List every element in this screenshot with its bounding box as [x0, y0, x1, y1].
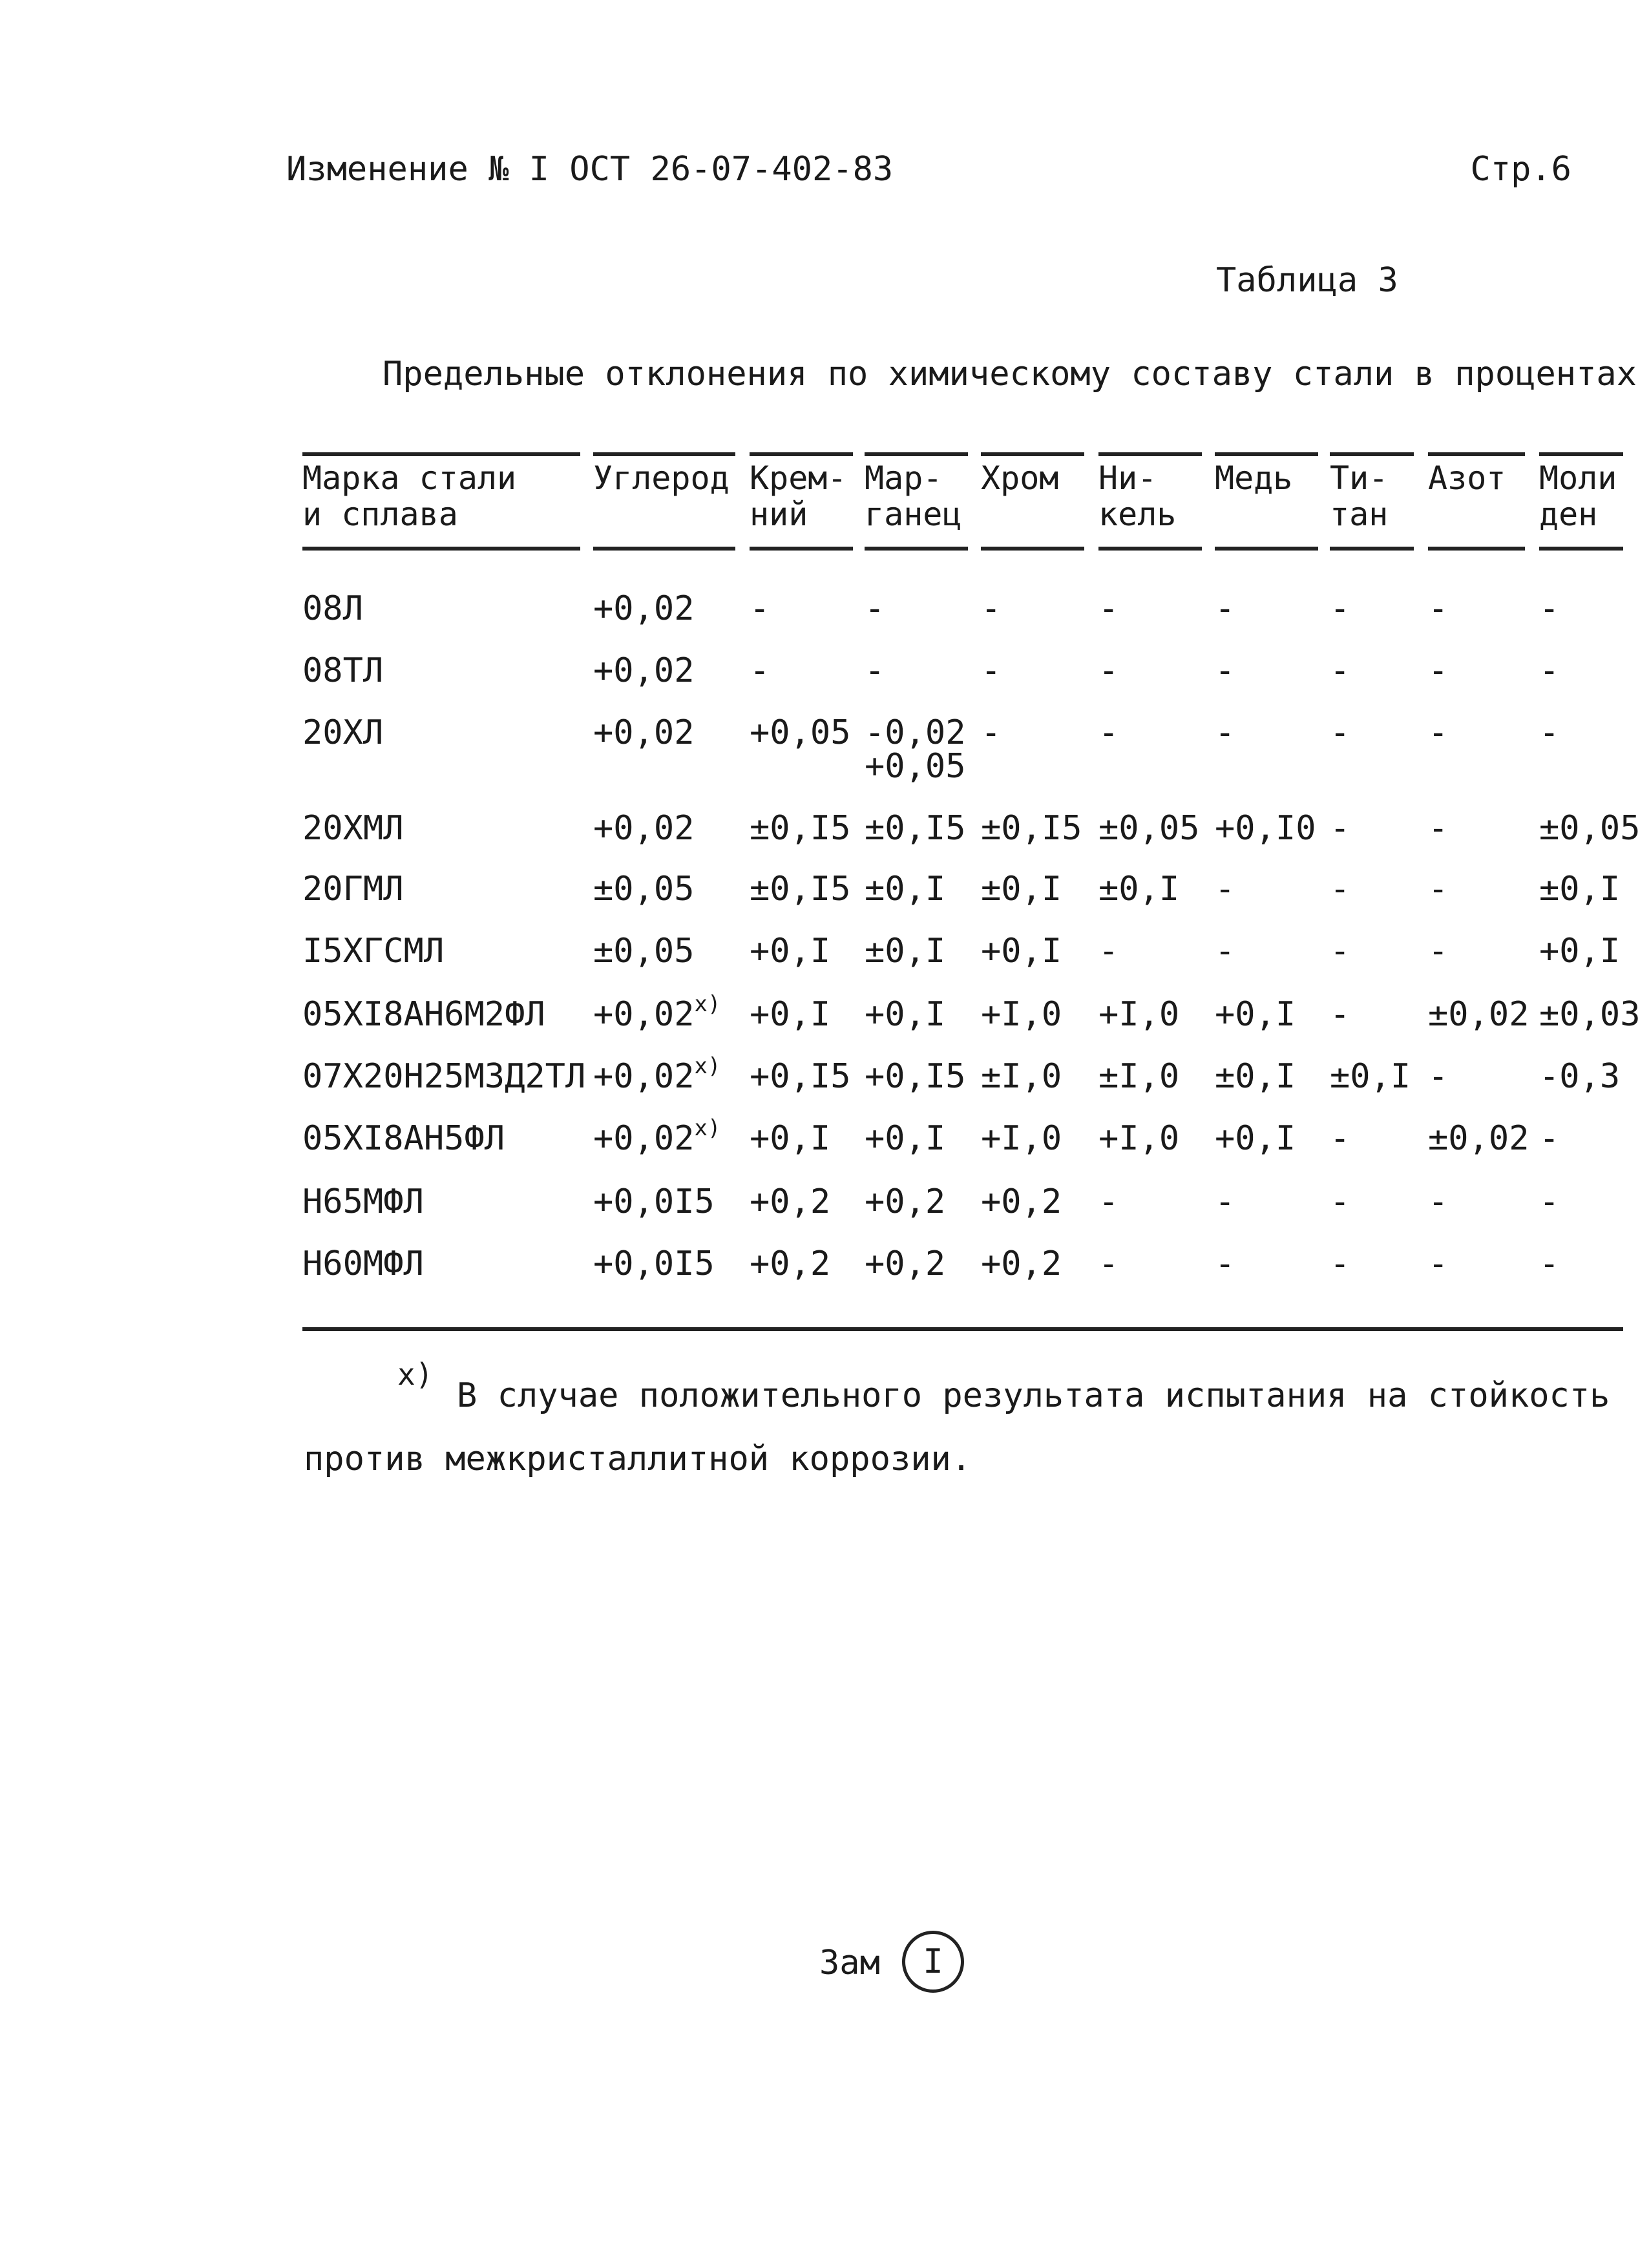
grade-name-cell: 05ХI8АН5ФЛ [302, 1119, 505, 1158]
tolerance-cell: - [1330, 1244, 1350, 1283]
tolerance-cell: - [750, 589, 770, 628]
column-header-line: Марка стали [302, 459, 517, 497]
table-rule-top [865, 452, 968, 456]
column-header [865, 460, 962, 532]
column-header-line: Медь [1215, 459, 1293, 497]
tolerance-cell: ±I,0 [1098, 1057, 1180, 1096]
tolerance-cell: - [1330, 1182, 1350, 1221]
table-rule-header-bottom [593, 547, 735, 551]
tolerance-cell: +0,02 [593, 713, 695, 752]
tolerance-cell: ±0,I [865, 932, 946, 971]
tolerance-cell: +0,I [750, 1119, 831, 1158]
tolerance-cell: - [1428, 713, 1449, 752]
tolerance-cell: +0,I [750, 932, 831, 971]
tolerance-cell: +0,02 [593, 651, 695, 690]
tolerance-cell: ±0,I [865, 870, 946, 908]
column-header-line: Углерод [593, 459, 730, 497]
column-header [1215, 460, 1292, 496]
revision-stamp-label: Зам [819, 1944, 880, 1982]
tolerance-cell: - [1330, 651, 1350, 690]
table-rule-top [593, 452, 735, 456]
tolerance-cell: ±0,02 [1428, 995, 1529, 1034]
grade-name-cell: 20ХМЛ [302, 809, 404, 848]
table-rule-header-bottom [1330, 547, 1414, 551]
tolerance-cell: - [1539, 589, 1560, 628]
tolerance-cell: - [1330, 870, 1350, 908]
tolerance-cell: - [1428, 651, 1449, 690]
table-rule-header-bottom [865, 547, 968, 551]
tolerance-cell: ±0,I5 [981, 809, 1082, 848]
grade-name-cell: Н65МФЛ [302, 1182, 424, 1221]
table-rule-top [1098, 452, 1202, 456]
column-header-line: ден [1539, 496, 1598, 533]
column-header-line: тан [1330, 496, 1389, 533]
tolerance-cell: - [1539, 1182, 1560, 1221]
tolerance-cell: +0,0I5 [593, 1182, 715, 1221]
tolerance-cell: - [1215, 713, 1235, 752]
table-rule-header-bottom [1215, 547, 1318, 551]
column-header-line: Азот [1428, 459, 1506, 497]
table-rule-top [750, 452, 853, 456]
grade-name-cell: 07Х20Н25М3Д2ТЛ [302, 1057, 586, 1096]
column-header-line: ний [750, 496, 808, 533]
tolerance-cell: +I,0 [981, 995, 1062, 1034]
grade-name-cell: Н60МФЛ [302, 1244, 424, 1283]
grade-name-cell: I5ХГСМЛ [302, 932, 445, 971]
tolerance-cell: ±0,I [981, 870, 1062, 908]
tolerance-cell: - [1539, 713, 1560, 752]
tolerance-cell: - [1539, 1244, 1560, 1283]
cell-line: -0,02 [865, 713, 966, 752]
table-rule-header-bottom [1539, 547, 1623, 551]
tolerance-cell: +0,I [1215, 1119, 1296, 1158]
tolerance-cell: - [865, 589, 885, 628]
tolerance-cell: +0,2 [981, 1182, 1062, 1221]
column-header-line: Ни- [1098, 459, 1157, 497]
page-number: Стр.6 [1470, 150, 1571, 189]
tolerance-cell: +0,0I5 [593, 1244, 715, 1283]
tolerance-cell: - [1539, 651, 1560, 690]
grade-name-cell: 08ТЛ [302, 651, 384, 690]
tolerance-cell: - [1098, 589, 1119, 628]
column-header [302, 460, 516, 532]
grade-name-cell: 20ГМЛ [302, 870, 404, 908]
tolerance-cell: - [750, 651, 770, 690]
footnote-reference: x) [694, 1115, 721, 1141]
column-header [593, 460, 730, 496]
tolerance-cell: +0,I [981, 932, 1062, 971]
table-rule-top [1428, 452, 1525, 456]
tolerance-cell: - [1098, 1244, 1119, 1283]
tolerance-cell: - [1539, 1119, 1560, 1158]
footnote-text-line-2: против межкристаллитной коррозии. [304, 1440, 972, 1478]
column-header-line: ганец [865, 496, 962, 533]
table-rule-header-bottom [302, 547, 580, 551]
tolerance-cell: ±0,I [1330, 1057, 1411, 1096]
tolerance-cell: $+0,02^{x)}$ [593, 1115, 721, 1158]
tolerance-cell: +0,I [750, 995, 831, 1034]
tolerance-cell: - [1098, 651, 1119, 690]
tolerance-cell: - [1098, 713, 1119, 752]
table-rule-top [1330, 452, 1414, 456]
column-header-line: Крем- [750, 459, 847, 497]
tolerance-cell: ±0,I [1539, 870, 1621, 908]
tolerance-cell: - [1330, 1119, 1350, 1158]
table-number: Таблица 3 [1216, 261, 1398, 300]
tolerance-cell: - [1428, 1057, 1449, 1096]
table-title: Предельные отклонения по химическому составу стали в процентах [383, 355, 1637, 394]
tolerance-cell: - [1330, 932, 1350, 971]
tolerance-cell: +0,I [865, 995, 946, 1034]
column-header [1330, 460, 1388, 532]
tolerance-cell: ±0,05 [1539, 809, 1641, 848]
cell-line: +0,05 [865, 747, 966, 786]
tolerance-cell: - [1215, 651, 1235, 690]
column-header-line: Мар- [865, 459, 943, 497]
tolerance-cell: - [1330, 713, 1350, 752]
tolerance-cell: - [1428, 870, 1449, 908]
tolerance-cell: -0,3 [1539, 1057, 1621, 1096]
table-rule-header-bottom [750, 547, 853, 551]
column-header-line: Хром [981, 459, 1059, 497]
tolerance-cell: +0,2 [865, 1182, 946, 1221]
tolerance-cell: ±0,05 [1098, 809, 1200, 848]
table-rule-bottom [302, 1327, 1623, 1331]
tolerance-cell: - [1428, 1182, 1449, 1221]
tolerance-cell: - [1098, 1182, 1119, 1221]
tolerance-cell: +0,I [1215, 995, 1296, 1034]
tolerance-cell: ±0,I [1215, 1057, 1296, 1096]
footnote-text-line-1: В случае положительного результата испытания на стойкость [457, 1376, 1610, 1415]
footnote-reference: x) [694, 1053, 721, 1079]
table-rule-top [302, 452, 580, 456]
tolerance-cell: +0,I0 [1215, 809, 1316, 848]
tolerance-cell: - [981, 713, 1002, 752]
table-rule-header-bottom [1098, 547, 1202, 551]
tolerance-cell: - [1428, 932, 1449, 971]
tolerance-cell: - [1215, 932, 1235, 971]
footnote-mark: x) [397, 1357, 434, 1392]
revision-stamp-number: I [923, 1942, 943, 1981]
column-header [1539, 460, 1617, 532]
footnote-reference: x) [694, 991, 721, 1017]
header-document-reference: Изменение № I ОСТ 26-07-402-83 [286, 150, 894, 189]
tolerance-cell: - [1330, 995, 1350, 1034]
tolerance-cell: ±I,0 [981, 1057, 1062, 1096]
tolerance-cell: +0,02 [593, 809, 695, 848]
column-header-line: Ти- [1330, 459, 1389, 497]
tolerance-cell: - [1215, 870, 1235, 908]
column-header [981, 460, 1058, 496]
tolerance-cell: +I,0 [981, 1119, 1062, 1158]
tolerance-cell: +0,2 [981, 1244, 1062, 1283]
tolerance-cell: +0,I [865, 1119, 946, 1158]
tolerance-cell: $+0,02^{x)}$ [593, 1053, 721, 1096]
tolerance-cell: +0,2 [750, 1182, 831, 1221]
column-header [1428, 460, 1506, 496]
tolerance-cell: - [1428, 1244, 1449, 1283]
tolerance-cell: - [1428, 589, 1449, 628]
tolerance-cell: - [1215, 1182, 1235, 1221]
tolerance-cell: +I,0 [1098, 1119, 1180, 1158]
column-header-line: и сплава [302, 496, 458, 533]
grade-name-cell: 05ХI8АН6М2ФЛ [302, 995, 545, 1034]
tolerance-cell: ±0,03 [1539, 995, 1641, 1034]
tolerance-cell: ±0,I [1098, 870, 1180, 908]
tolerance-cell: ±0,I5 [865, 809, 966, 848]
tolerance-cell: ±0,05 [593, 932, 695, 971]
column-header [750, 460, 847, 532]
tolerance-cell: - [981, 589, 1002, 628]
table-rule-top [1539, 452, 1623, 456]
tolerance-cell: ±0,I5 [750, 809, 851, 848]
tolerance-cell [865, 713, 966, 786]
tolerance-cell: +0,05 [750, 713, 851, 752]
tolerance-cell: +0,2 [865, 1244, 946, 1283]
tolerance-cell: $+0,02^{x)}$ [593, 991, 721, 1034]
table-rule-top [981, 452, 1084, 456]
tolerance-cell: +0,I [1539, 932, 1621, 971]
tolerance-cell: +0,I5 [750, 1057, 851, 1096]
tolerance-cell: +0,I5 [865, 1057, 966, 1096]
tolerance-cell: - [1428, 809, 1449, 848]
table-rule-top [1215, 452, 1318, 456]
table-rule-header-bottom [1428, 547, 1525, 551]
tolerance-cell: ±0,05 [593, 870, 695, 908]
column-header-line: Моли [1539, 459, 1617, 497]
tolerance-cell: ±0,I5 [750, 870, 851, 908]
grade-name-cell: 20ХЛ [302, 713, 384, 752]
tolerance-cell: - [1330, 809, 1350, 848]
tolerance-cell: +0,2 [750, 1244, 831, 1283]
revision-stamp-circle [902, 1931, 964, 1993]
column-header [1098, 460, 1176, 532]
column-header-line: кель [1098, 496, 1177, 533]
tolerance-cell: - [1098, 932, 1119, 971]
tolerance-cell: - [1215, 589, 1235, 628]
tolerance-cell: ±0,02 [1428, 1119, 1529, 1158]
tolerance-cell: - [865, 651, 885, 690]
tolerance-cell: - [981, 651, 1002, 690]
tolerance-cell: +I,0 [1098, 995, 1180, 1034]
grade-name-cell: 08Л [302, 589, 363, 628]
table-rule-header-bottom [981, 547, 1084, 551]
tolerance-cell: - [1215, 1244, 1235, 1283]
tolerance-cell: +0,02 [593, 589, 695, 628]
tolerance-cell: - [1330, 589, 1350, 628]
